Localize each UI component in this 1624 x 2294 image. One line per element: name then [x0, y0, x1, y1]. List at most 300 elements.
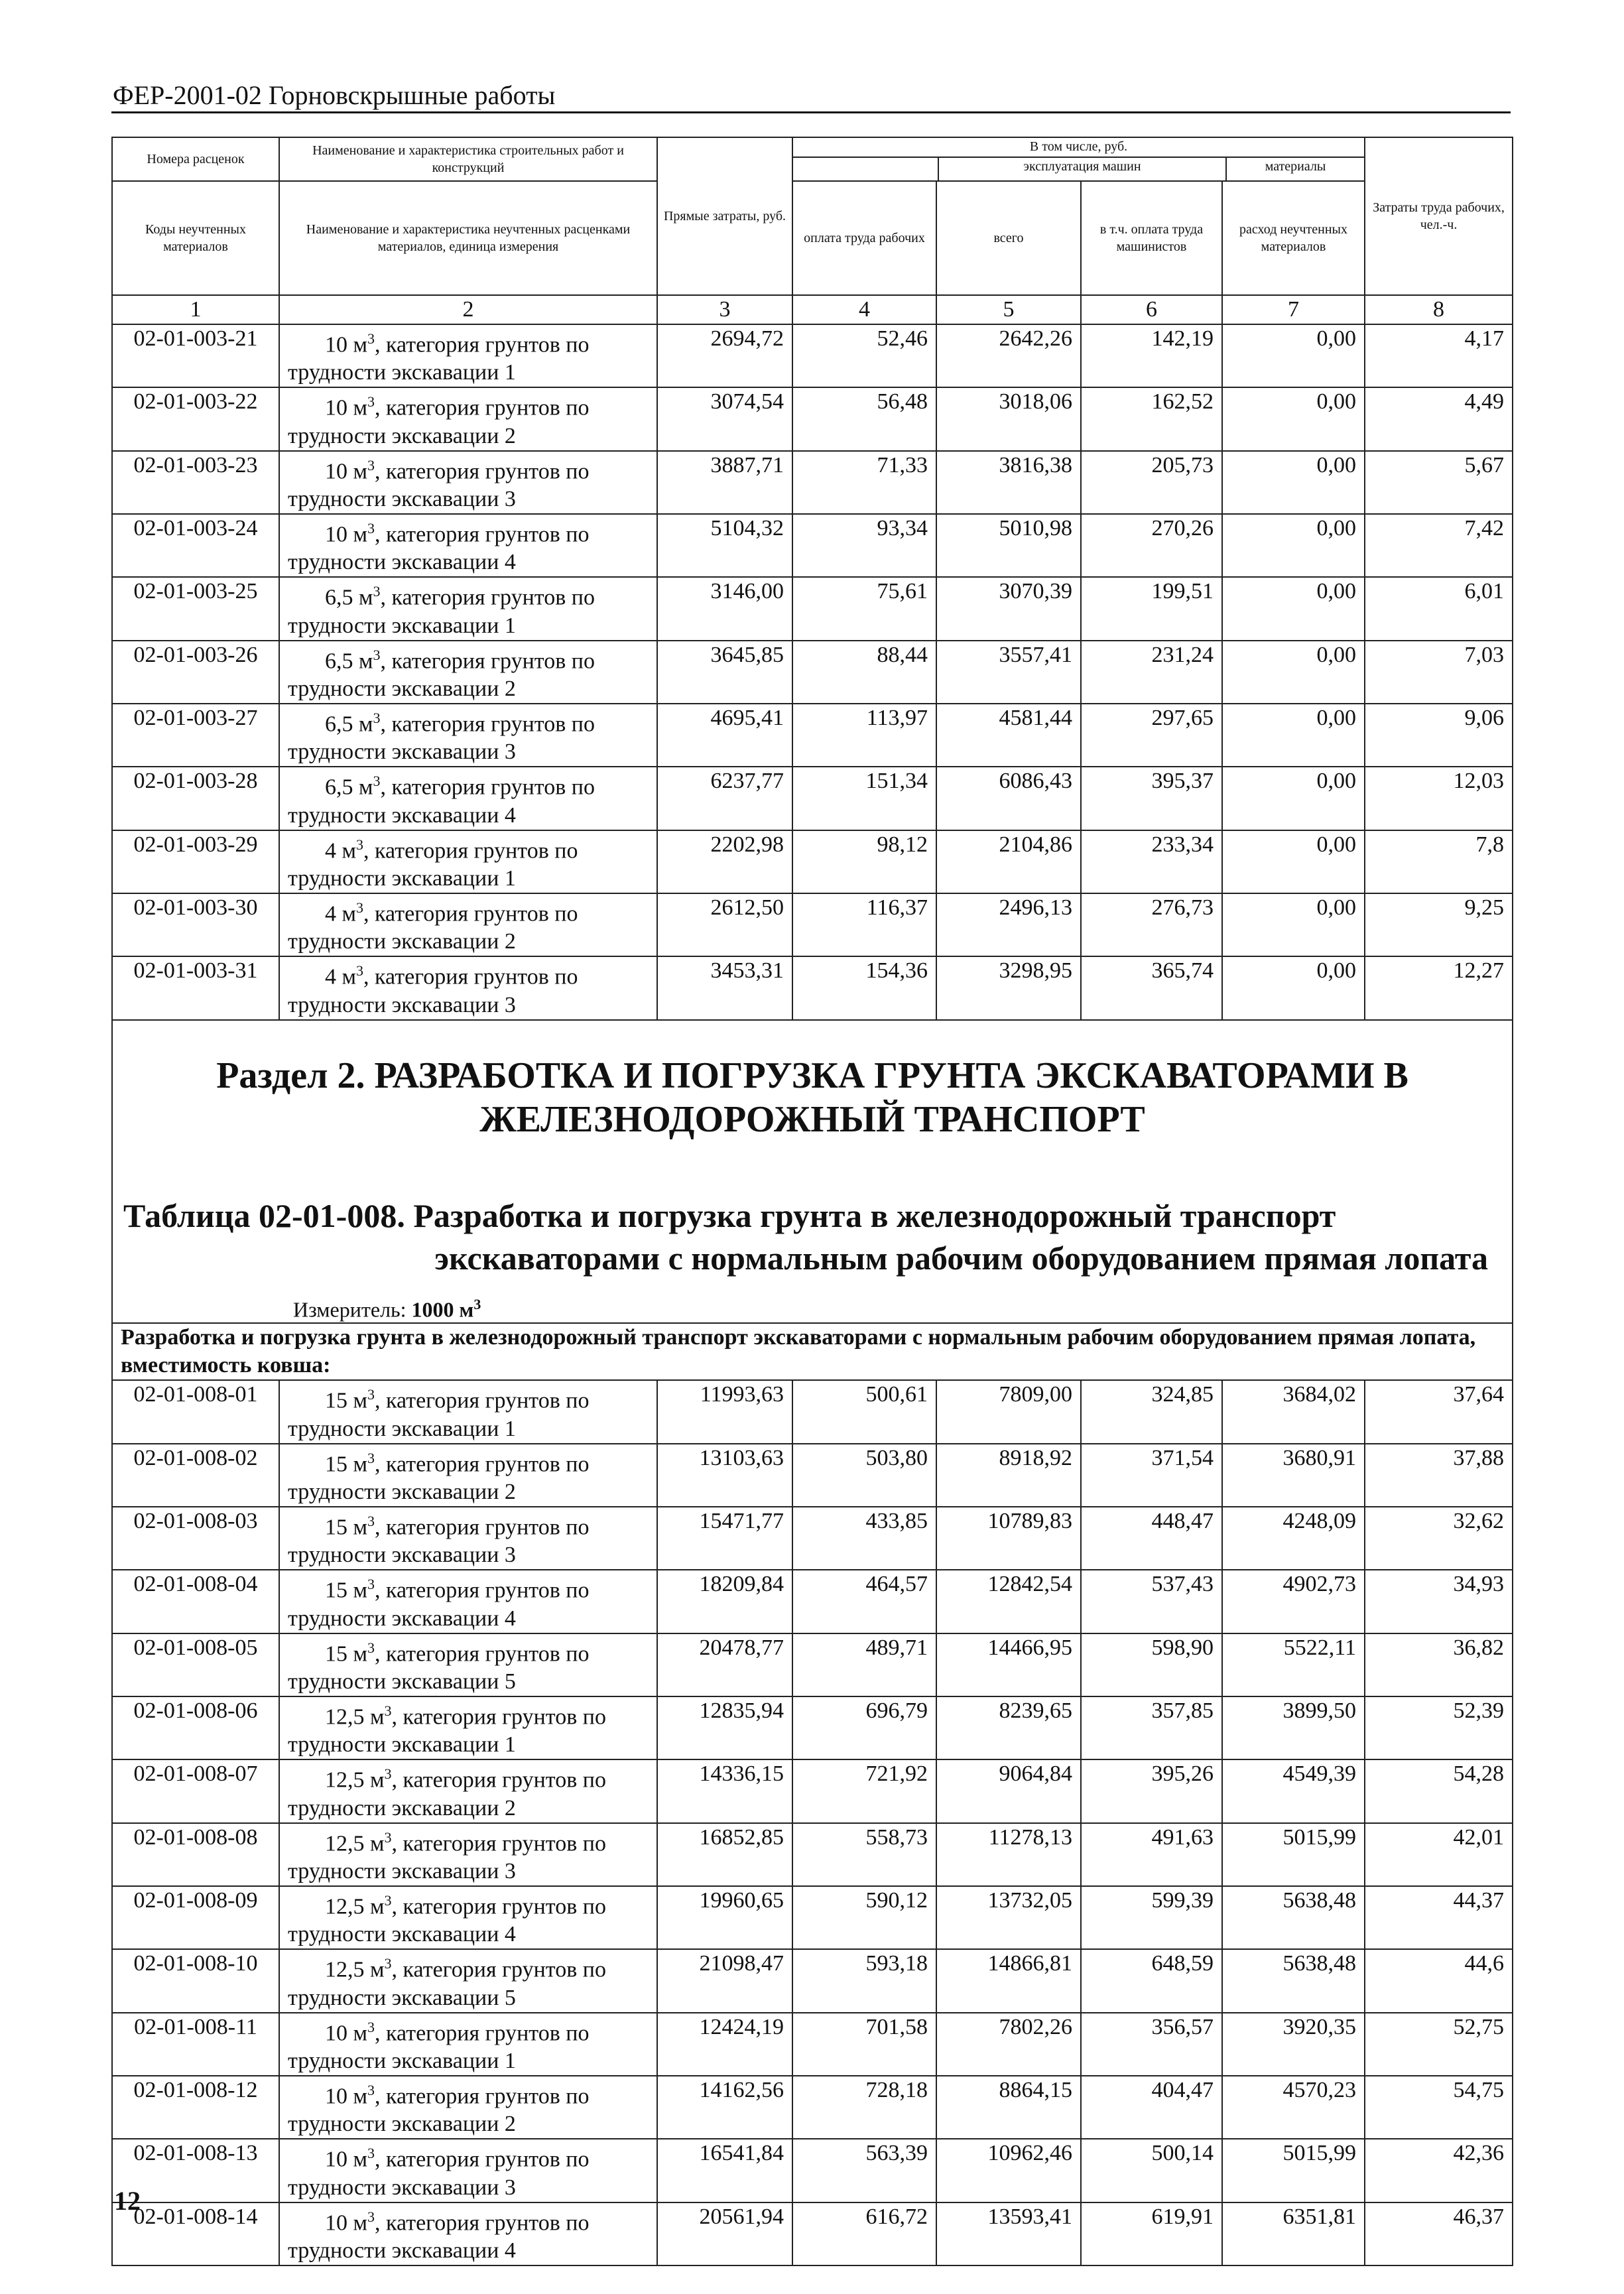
description-text: , категория грунтов по	[380, 648, 595, 673]
bucket-volume: 10 м	[325, 2147, 368, 2172]
value-c6: 142,19	[1081, 324, 1222, 387]
work-description	[279, 514, 657, 577]
value-c8: 42,01	[1365, 1823, 1513, 1886]
bucket-volume: 15 м	[325, 1641, 368, 1666]
column-number: 8	[1365, 295, 1513, 324]
description-line-2: трудности экскавации 2	[288, 929, 516, 954]
work-description	[279, 577, 657, 640]
value-c8: 52,75	[1365, 2013, 1513, 2076]
work-description	[279, 704, 657, 767]
work-description	[279, 767, 657, 830]
value-c8: 46,37	[1365, 2202, 1513, 2265]
group-row	[112, 1323, 1513, 1380]
table-row	[112, 1949, 1513, 2012]
work-description	[279, 1823, 657, 1886]
value-c5: 3298,95	[936, 956, 1081, 1019]
unit-superscript: 3	[367, 1449, 375, 1466]
unit-superscript: 3	[367, 1512, 375, 1529]
rate-code: 02-01-008-11	[112, 2013, 279, 2076]
value-c4: 563,39	[792, 2139, 936, 2202]
unit-superscript: 3	[356, 836, 364, 853]
value-c5: 2496,13	[936, 893, 1081, 956]
value-c5: 4581,44	[936, 704, 1081, 767]
work-description	[279, 324, 657, 387]
description-text: , категория грунтов по	[363, 838, 578, 863]
value-c6: 199,51	[1081, 577, 1222, 640]
value-c3: 2694,72	[657, 324, 792, 387]
table-row	[112, 1380, 1513, 1443]
head-including-label: В том числе, руб.	[793, 138, 1364, 158]
rate-code: 02-01-003-31	[112, 956, 279, 1019]
value-c7: 0,00	[1222, 641, 1365, 704]
description-line-2: трудности экскавации 2	[288, 1795, 516, 1820]
rate-code: 02-01-008-03	[112, 1507, 279, 1570]
description-text: , категория грунтов по	[391, 1704, 606, 1730]
rate-code: 02-01-008-05	[112, 1633, 279, 1696]
unit-superscript: 3	[367, 456, 375, 474]
value-c3: 21098,47	[657, 1949, 792, 2012]
table-row	[112, 1444, 1513, 1507]
column-number: 4	[792, 295, 936, 324]
description-text: , категория грунтов по	[375, 1578, 590, 1603]
value-c8: 44,37	[1365, 1886, 1513, 1949]
value-c4: 701,58	[792, 2013, 936, 2076]
description-text: , категория грунтов по	[391, 1957, 606, 1982]
table-row	[112, 704, 1513, 767]
rate-code: 02-01-003-23	[112, 451, 279, 514]
rates-table	[111, 137, 1513, 2266]
head-including	[792, 137, 1365, 181]
value-c4: 593,18	[792, 1949, 936, 2012]
value-c3: 15471,77	[657, 1507, 792, 1570]
value-c4: 113,97	[792, 704, 936, 767]
meter-superscript: 3	[473, 1295, 481, 1312]
value-c5: 3018,06	[936, 387, 1081, 450]
value-c3: 3074,54	[657, 387, 792, 450]
table-row	[112, 1759, 1513, 1822]
unit-superscript: 3	[373, 709, 381, 726]
unit-superscript: 3	[356, 962, 364, 980]
value-c6: 448,47	[1081, 1507, 1222, 1570]
value-c7: 0,00	[1222, 387, 1365, 450]
description-line-2: трудности экскавации 3	[288, 992, 516, 1017]
value-c4: 616,72	[792, 2202, 936, 2265]
value-c5: 8239,65	[936, 1696, 1081, 1759]
description-line-2: трудности экскавации 1	[288, 865, 516, 891]
bucket-volume: 6,5 м	[325, 648, 373, 673]
rate-code: 02-01-003-21	[112, 324, 279, 387]
description-line-2: трудности экскавации 3	[288, 739, 516, 765]
value-c7: 4248,09	[1222, 1507, 1365, 1570]
value-c3: 3645,85	[657, 641, 792, 704]
column-number: 1	[112, 295, 279, 324]
description-text: , категория грунтов по	[363, 964, 578, 989]
value-c3: 16541,84	[657, 2139, 792, 2202]
value-c8: 5,67	[1365, 451, 1513, 514]
value-c5: 13593,41	[936, 2202, 1081, 2265]
value-c7: 0,00	[1222, 577, 1365, 640]
work-description	[279, 387, 657, 450]
head-material-codes: Коды неучтенных материалов	[112, 181, 279, 295]
table-row	[112, 1696, 1513, 1759]
value-c8: 36,82	[1365, 1633, 1513, 1696]
description-line-2: трудности экскавации 1	[288, 1732, 516, 1757]
bucket-volume: 12,5 м	[325, 1894, 385, 1919]
value-c4: 116,37	[792, 893, 936, 956]
value-c4: 728,18	[792, 2076, 936, 2139]
value-c8: 54,28	[1365, 1759, 1513, 1822]
value-c7: 3684,02	[1222, 1380, 1365, 1443]
value-c8: 37,64	[1365, 1380, 1513, 1443]
page-number: 12	[114, 2186, 141, 2216]
rate-code: 02-01-003-27	[112, 704, 279, 767]
value-c7: 3899,50	[1222, 1696, 1365, 1759]
value-c3: 16852,85	[657, 1823, 792, 1886]
section-title: Раздел 2. РАЗРАБОТКА И ПОГРУЗКА ГРУНТА ЭКСКАВАТОРАМИ В ЖЕЛЕЗНОДОРОЖНЫЙ ТРАНСПОРТ	[216, 1054, 1408, 1140]
work-description	[279, 1886, 657, 1949]
value-c4: 98,12	[792, 830, 936, 893]
value-c5: 7809,00	[936, 1380, 1081, 1443]
value-c3: 3146,00	[657, 577, 792, 640]
value-c7: 0,00	[1222, 767, 1365, 830]
work-description	[279, 2076, 657, 2139]
bucket-volume: 10 м	[325, 395, 368, 420]
table-row	[112, 893, 1513, 956]
description-text: , категория грунтов по	[375, 395, 590, 420]
work-description	[279, 893, 657, 956]
value-c7: 0,00	[1222, 893, 1365, 956]
value-c6: 404,47	[1081, 2076, 1222, 2139]
value-c8: 54,75	[1365, 2076, 1513, 2139]
value-c8: 52,39	[1365, 1696, 1513, 1759]
work-description	[279, 1759, 657, 1822]
group-title: Разработка и погрузка грунта в железнодорожный транспорт экскаваторами с нормальным рабочим оборудованием прямая лопата, вместимость ковша:	[112, 1323, 1513, 1380]
value-c5: 7802,26	[936, 2013, 1081, 2076]
value-c8: 6,01	[1365, 577, 1513, 640]
rate-code: 02-01-008-14	[112, 2202, 279, 2265]
value-c3: 2612,50	[657, 893, 792, 956]
description-text: , категория грунтов по	[391, 1830, 606, 1856]
value-c4: 696,79	[792, 1696, 936, 1759]
value-c3: 13103,63	[657, 1444, 792, 1507]
rate-code: 02-01-003-28	[112, 767, 279, 830]
bucket-volume: 6,5 м	[325, 585, 373, 610]
table-row	[112, 451, 1513, 514]
rate-code: 02-01-003-25	[112, 577, 279, 640]
value-c5: 8918,92	[936, 1444, 1081, 1507]
description-text: , категория грунтов по	[380, 775, 595, 800]
description-text: , категория грунтов по	[375, 332, 590, 357]
value-c5: 10789,83	[936, 1507, 1081, 1570]
bucket-volume: 15 м	[325, 1451, 368, 1476]
description-text: , категория грунтов по	[375, 1515, 590, 1540]
meter-value: 1000 м	[411, 1297, 474, 1322]
table-row	[112, 830, 1513, 893]
rate-code: 02-01-003-24	[112, 514, 279, 577]
description-text: , категория грунтов по	[375, 458, 590, 483]
value-c6: 276,73	[1081, 893, 1222, 956]
value-c5: 11278,13	[936, 1823, 1081, 1886]
unit-superscript: 3	[367, 519, 375, 537]
value-c3: 11993,63	[657, 1380, 792, 1443]
unit-superscript: 3	[384, 1891, 392, 1909]
value-c6: 231,24	[1081, 641, 1222, 704]
head-worker-pay: оплата труда рабочих	[792, 181, 936, 295]
work-description	[279, 1507, 657, 1570]
value-c3: 4695,41	[657, 704, 792, 767]
unit-superscript: 3	[367, 2145, 375, 2162]
value-c5: 14466,95	[936, 1633, 1081, 1696]
value-c4: 433,85	[792, 1507, 936, 1570]
description-text: , категория грунтов по	[380, 585, 595, 610]
description-text: , категория грунтов по	[375, 1641, 590, 1666]
value-c7: 4549,39	[1222, 1759, 1365, 1822]
head-operator-pay: в т.ч. оплата труда машинистов	[1081, 181, 1222, 295]
value-c8: 9,25	[1365, 893, 1513, 956]
unit-superscript: 3	[356, 899, 364, 916]
description-line-2: трудности экскавации 4	[288, 550, 516, 575]
value-c8: 12,27	[1365, 956, 1513, 1019]
work-description	[279, 641, 657, 704]
unit-superscript: 3	[373, 646, 381, 663]
value-c8: 37,88	[1365, 1444, 1513, 1507]
value-c6: 395,37	[1081, 767, 1222, 830]
description-text: , категория грунтов по	[391, 1767, 606, 1793]
work-description	[279, 1444, 657, 1507]
value-c3: 18209,84	[657, 1570, 792, 1633]
bucket-volume: 4 м	[325, 964, 357, 989]
table-row	[112, 2013, 1513, 2076]
bucket-volume: 12,5 м	[325, 1704, 385, 1730]
rate-code: 02-01-008-08	[112, 1823, 279, 1886]
work-description	[279, 2202, 657, 2265]
value-c5: 12842,54	[936, 1570, 1081, 1633]
value-c4: 154,36	[792, 956, 936, 1019]
work-description	[279, 1570, 657, 1633]
table-row	[112, 2202, 1513, 2265]
value-c6: 356,57	[1081, 2013, 1222, 2076]
rate-code: 02-01-008-10	[112, 1949, 279, 2012]
value-c3: 2202,98	[657, 830, 792, 893]
description-line-2: трудности экскавации 3	[288, 1858, 516, 1883]
value-c3: 14162,56	[657, 2076, 792, 2139]
value-c7: 0,00	[1222, 451, 1365, 514]
value-c7: 6351,81	[1222, 2202, 1365, 2265]
work-description	[279, 2139, 657, 2202]
work-description	[279, 451, 657, 514]
table-row	[112, 2076, 1513, 2139]
bucket-volume: 10 м	[325, 332, 368, 357]
unit-superscript: 3	[384, 1765, 392, 1783]
description-line-2: трудности экскавации 4	[288, 802, 516, 828]
value-c8: 34,93	[1365, 1570, 1513, 1633]
value-c8: 44,6	[1365, 1949, 1513, 2012]
description-text: , категория грунтов по	[375, 1388, 590, 1413]
description-line-2: трудности экскавации 2	[288, 423, 516, 448]
unit-superscript: 3	[367, 2081, 375, 2098]
bucket-volume: 6,5 м	[325, 712, 373, 737]
value-c7: 3920,35	[1222, 2013, 1365, 2076]
unit-superscript: 3	[373, 583, 381, 600]
value-c3: 3453,31	[657, 956, 792, 1019]
table-row	[112, 2139, 1513, 2202]
value-c4: 151,34	[792, 767, 936, 830]
value-c7: 5638,48	[1222, 1886, 1365, 1949]
value-c5: 6086,43	[936, 767, 1081, 830]
unit-superscript: 3	[367, 1386, 375, 1403]
value-c4: 464,57	[792, 1570, 936, 1633]
description-line-2: трудности экскавации 2	[288, 2112, 516, 2137]
table-row	[112, 956, 1513, 1019]
document-header-title: ФЕР-2001-02 Горновскрышные работы	[113, 80, 556, 110]
rate-code: 02-01-003-30	[112, 893, 279, 956]
table-title-line-2: экскаваторами с нормальным рабочим оборудованием прямая лопата	[434, 1239, 1489, 1277]
section-row	[112, 1020, 1513, 1324]
description-line-2: трудности экскавации 1	[288, 613, 516, 638]
description-line-2: трудности экскавации 5	[288, 1985, 516, 2010]
bucket-volume: 12,5 м	[325, 1957, 385, 1982]
value-c3: 12424,19	[657, 2013, 792, 2076]
value-c8: 9,06	[1365, 704, 1513, 767]
description-text: , категория грунтов по	[375, 2147, 590, 2172]
table-title: Таблица 02-01-008. Разработка и погрузка грунта в железнодорожный транспорт	[123, 1196, 1336, 1234]
description-line-2: трудности экскавации 1	[288, 360, 516, 385]
value-c8: 12,03	[1365, 767, 1513, 830]
table-row	[112, 1823, 1513, 1886]
value-c4: 75,61	[792, 577, 936, 640]
rate-code: 02-01-008-07	[112, 1759, 279, 1822]
value-c5: 3070,39	[936, 577, 1081, 640]
value-c3: 3887,71	[657, 451, 792, 514]
value-c5: 3816,38	[936, 451, 1081, 514]
table-row	[112, 577, 1513, 640]
value-c7: 5638,48	[1222, 1949, 1365, 2012]
value-c6: 270,26	[1081, 514, 1222, 577]
table-row	[112, 1633, 1513, 1696]
work-description	[279, 1696, 657, 1759]
meter-label: Измеритель: 1000 $м^3$	[293, 1295, 481, 1322]
unit-superscript: 3	[367, 1576, 375, 1593]
value-c3: 5104,32	[657, 514, 792, 577]
value-c3: 6237,77	[657, 767, 792, 830]
rate-code: 02-01-008-12	[112, 2076, 279, 2139]
bucket-volume: 15 м	[325, 1515, 368, 1540]
column-number: 2	[279, 295, 657, 324]
value-c6: 395,26	[1081, 1759, 1222, 1822]
unit-superscript: 3	[384, 1955, 392, 1972]
bucket-volume: 10 м	[325, 458, 368, 483]
bucket-volume: 10 м	[325, 2210, 368, 2235]
description-line-2: трудности экскавации 3	[288, 486, 516, 511]
rate-code: 02-01-008-13	[112, 2139, 279, 2202]
value-c7: 0,00	[1222, 514, 1365, 577]
table-row	[112, 1507, 1513, 1570]
value-c7: 0,00	[1222, 324, 1365, 387]
head-direct-costs: Прямые затраты, руб.	[657, 137, 792, 295]
value-c4: 93,34	[792, 514, 936, 577]
value-c6: 648,59	[1081, 1949, 1222, 2012]
value-c6: 371,54	[1081, 1444, 1222, 1507]
rate-code: 02-01-008-01	[112, 1380, 279, 1443]
rate-code: 02-01-008-02	[112, 1444, 279, 1507]
value-c7: 3680,91	[1222, 1444, 1365, 1507]
bucket-volume: 6,5 м	[325, 775, 373, 800]
value-c8: 7,03	[1365, 641, 1513, 704]
head-labor: Затраты труда рабочих, чел.-ч.	[1365, 137, 1513, 295]
column-number: 5	[936, 295, 1081, 324]
head-machines-total: всего	[936, 181, 1081, 295]
value-c6: 500,14	[1081, 2139, 1222, 2202]
value-c8: 7,8	[1365, 830, 1513, 893]
table-row	[112, 514, 1513, 577]
description-text: , категория грунтов по	[363, 901, 578, 926]
value-c4: 558,73	[792, 1823, 936, 1886]
work-description	[279, 1633, 657, 1696]
description-line-2: трудности экскавации 3	[288, 1543, 516, 1568]
value-c6: 619,91	[1081, 2202, 1222, 2265]
description-line-2: трудности экскавации 4	[288, 1606, 516, 1631]
unit-superscript: 3	[367, 2208, 375, 2225]
head-rate-numbers: Номера расценок	[112, 137, 279, 181]
bucket-volume: 12,5 м	[325, 1767, 385, 1793]
description-text: , категория грунтов по	[391, 1894, 606, 1919]
bucket-volume: 4 м	[325, 838, 357, 863]
work-description	[279, 830, 657, 893]
description-text: , категория грунтов по	[375, 1451, 590, 1476]
value-c3: 20561,94	[657, 2202, 792, 2265]
rate-code: 02-01-008-09	[112, 1886, 279, 1949]
unit-superscript: 3	[367, 393, 375, 411]
value-c8: 42,36	[1365, 2139, 1513, 2202]
value-c5: 9064,84	[936, 1759, 1081, 1822]
value-c4: 500,61	[792, 1380, 936, 1443]
table-row	[112, 1570, 1513, 1633]
value-c7: 0,00	[1222, 956, 1365, 1019]
description-text: , категория грунтов по	[375, 522, 590, 547]
head-material-use: расход неучтенных материалов	[1222, 181, 1365, 295]
description-text: , категория грунтов по	[375, 2210, 590, 2235]
value-c7: 0,00	[1222, 830, 1365, 893]
value-c6: 205,73	[1081, 451, 1222, 514]
value-c8: 4,49	[1365, 387, 1513, 450]
value-c7: 0,00	[1222, 704, 1365, 767]
table-row	[112, 641, 1513, 704]
value-c8: 4,17	[1365, 324, 1513, 387]
description-line-2: трудности экскавации 5	[288, 1669, 516, 1694]
value-c3: 19960,65	[657, 1886, 792, 1949]
value-c4: 52,46	[792, 324, 936, 387]
unit-superscript: 3	[373, 773, 381, 790]
value-c4: 71,33	[792, 451, 936, 514]
value-c5: 2642,26	[936, 324, 1081, 387]
bucket-volume: 15 м	[325, 1388, 368, 1413]
value-c4: 489,71	[792, 1633, 936, 1696]
description-line-2: трудности экскавации 2	[288, 676, 516, 701]
value-c8: 32,62	[1365, 1507, 1513, 1570]
value-c5: 14866,81	[936, 1949, 1081, 2012]
value-c6: 324,85	[1081, 1380, 1222, 1443]
description-line-2: трудности экскавации 4	[288, 1922, 516, 1947]
description-line-2: трудности экскавации 4	[288, 2238, 516, 2263]
value-c6: 491,63	[1081, 1823, 1222, 1886]
work-description	[279, 956, 657, 1019]
value-c4: 56,48	[792, 387, 936, 450]
value-c6: 598,90	[1081, 1633, 1222, 1696]
value-c5: 10962,46	[936, 2139, 1081, 2202]
value-c6: 297,65	[1081, 704, 1222, 767]
unit-superscript: 3	[367, 330, 375, 347]
description-text: , категория грунтов по	[375, 2020, 590, 2045]
